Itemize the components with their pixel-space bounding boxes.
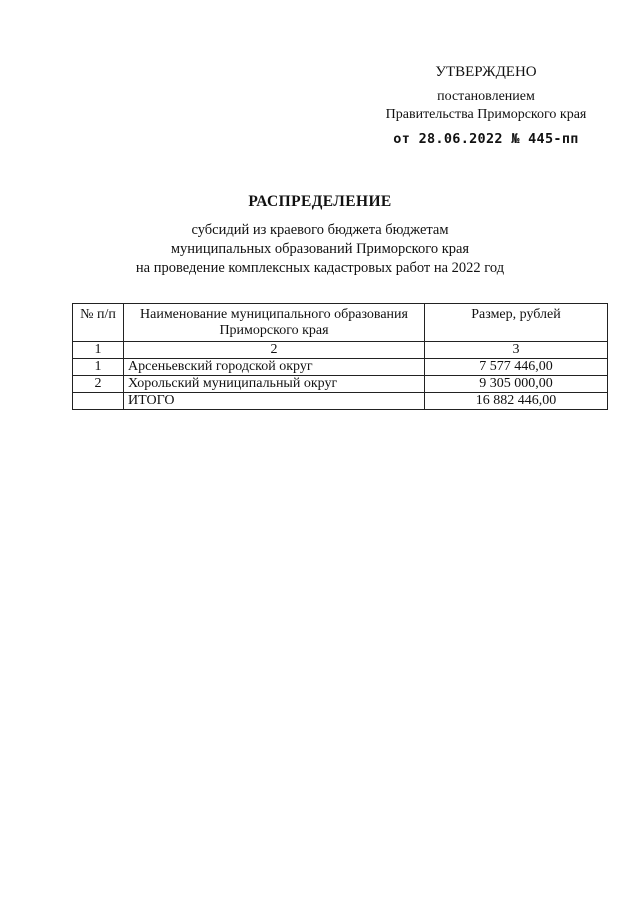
document-subtitle — [0, 221, 640, 278]
total-amount: 16 882 446,00 — [425, 393, 608, 410]
total-number — [73, 393, 124, 410]
colnum-3: 3 — [425, 342, 608, 359]
header-amount: Размер, рублей — [425, 304, 608, 342]
document-title-block — [0, 192, 640, 278]
header-municipality: Наименование муниципального образования Приморского края — [124, 304, 425, 342]
colnum-1: 1 — [73, 342, 124, 359]
total-label: ИТОГО — [124, 393, 425, 410]
row-amount: 7 577 446,00 — [425, 359, 608, 376]
approval-heading: УТВЕРЖДЕНО — [435, 64, 537, 80]
subtitle-line-2: муниципальных образований Приморского края — [170, 241, 470, 257]
table-row — [73, 359, 608, 376]
document-title: РАСПРЕДЕЛЕНИЕ — [248, 193, 392, 210]
total-row — [73, 393, 608, 410]
approval-line-2: Правительства Приморского края — [385, 107, 587, 122]
row-municipality: Арсеньевский городской округ — [124, 359, 425, 376]
subtitle-line-1: субсидий из краевого бюджета бюджетам — [191, 222, 449, 238]
subsidy-table — [72, 303, 608, 410]
row-number: 2 — [73, 376, 124, 393]
column-number-row — [73, 342, 608, 359]
row-amount: 9 305 000,00 — [425, 376, 608, 393]
table-row — [73, 376, 608, 393]
approval-line-1: постановлением — [437, 89, 535, 104]
header-number: № п/п — [73, 304, 124, 342]
approval-stamp — [376, 62, 596, 149]
subtitle-line-3: на проведение комплексных кадастровых работ на 2022 год — [135, 260, 505, 276]
approval-date-number: от 28.06.2022 № 445-пп — [393, 131, 579, 147]
colnum-2: 2 — [124, 342, 425, 359]
table-header-row — [73, 304, 608, 342]
row-number: 1 — [73, 359, 124, 376]
row-municipality: Хорольский муниципальный округ — [124, 376, 425, 393]
